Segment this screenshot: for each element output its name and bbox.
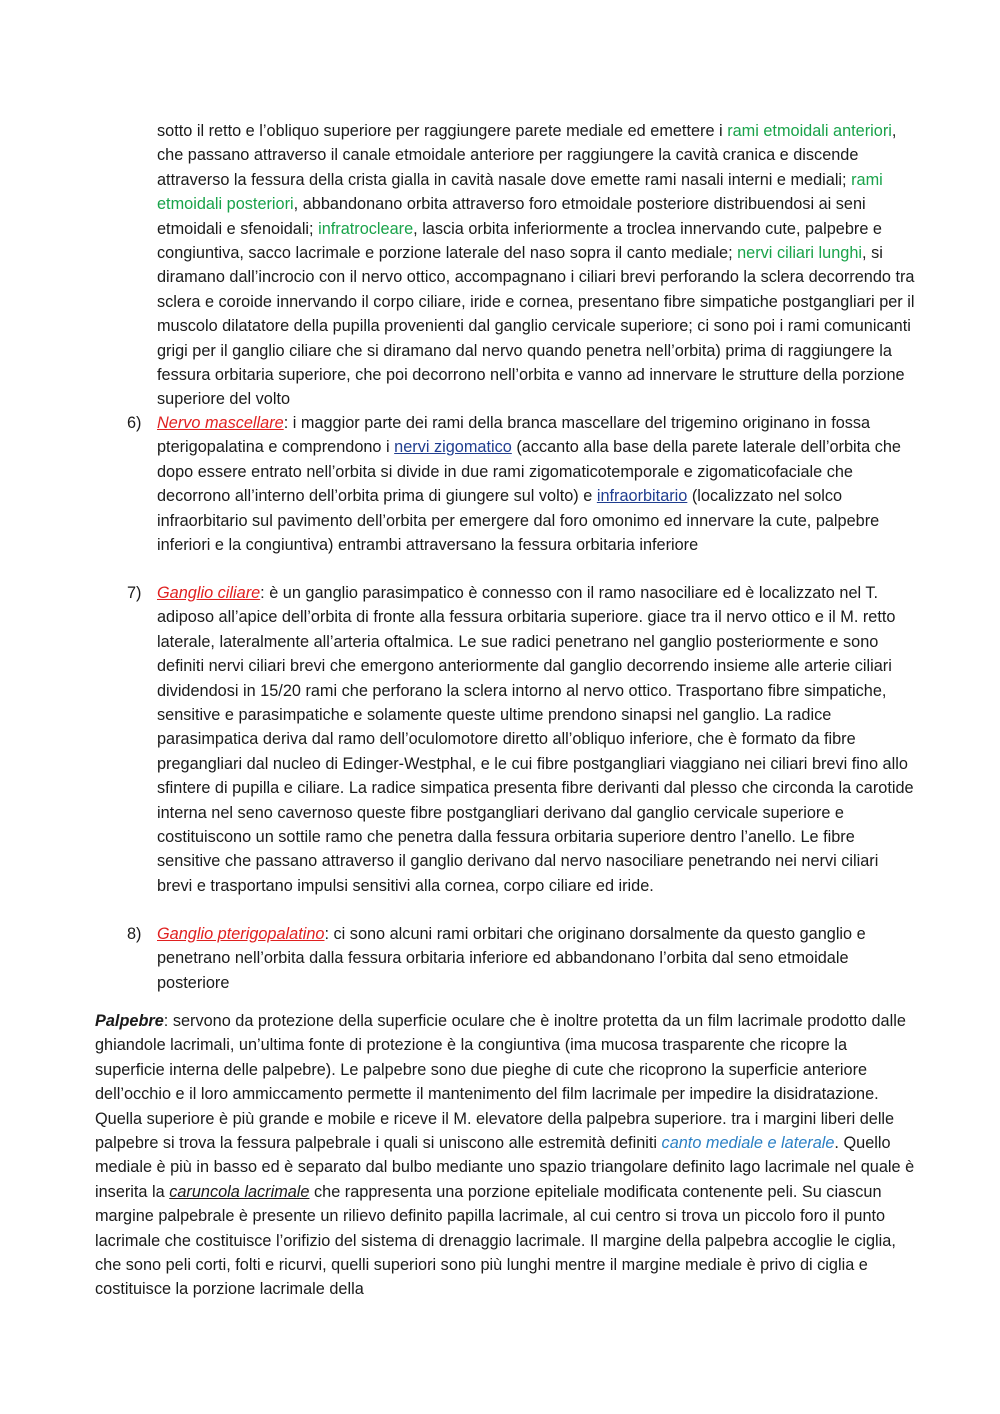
term-infratrocleare: infratrocleare [318,219,414,238]
term-rami-etmoidali-anteriori: rami etmoidali anteriori [727,122,892,140]
heading-ganglio-ciliare: Ganglio ciliare [157,584,261,602]
text-run: , abbandonano orbita attraverso foro etmoidale posteriore distribuendosi ai seni etmoidali e sfenoidali; [157,195,866,238]
list-item-8 [127,922,917,995]
text-run: , lascia orbita inferiormente a troclea innervando cute, palpebre e congiuntiva, sacco lacrimale e porzione laterale del naso sopra il canto mediale; [157,219,882,263]
link-infraorbitario[interactable]: infraorbitario [596,487,688,506]
list-number: 7) [127,584,142,602]
heading-nervo-mascellare: Nervo mascellare [157,414,284,432]
text-run: : i maggior parte dei rami della branca mascellare del trigemino originano in fossa pterigopalatina e comprendono i [157,414,871,457]
palpebre-paragraph [95,1009,915,1302]
list-item-text [157,411,917,557]
heading-palpebre: Palpebre [95,1012,164,1030]
text-run: . Quello mediale è più in basso ed è separato dal bulbo mediante uno spazio triangolare definito lago lacrimale nel quale è inserita la [95,1134,915,1201]
text-run: (localizzato nel solco infraorbitario sul pavimento dell’orbita per emergere dal foro omonimo ed innervare la cute, palpebre inferiori e la congiuntiva) entrambi attraversano la fessura orbitaria inferiore [157,487,880,555]
text-run: , che passano attraverso il canale etmoidale anteriore per raggiungere la cavità cranica e discende attraverso la fessura della crista gialla in cavità nasale dove emette rami nasali interni e mediali; [157,122,897,189]
text-run: che rappresenta una porzione epiteliale modificata contenente peli. Su ciascun margine palpebrale è presente un rilievo definito papilla lacrimale, al cui centro si trova un piccolo foro il punto lacrimale che costituisce l’orifizio del sistema di drenaggio lacrimale. Il margine della palpebra accoglie le ciglia, che sono peli corti, folti e ricurvi, quelli superiori sono più lunghi mentre il margine mediale è privo di ciglia e costituisce la porzione lacrimale della [95,1182,896,1299]
list-number: 6) [127,414,142,432]
link-nervi-zigomatico[interactable]: nervi zigomatico [394,438,512,457]
term-rami-etmoidali-posteriori: rami etmoidali posteriori [157,170,883,214]
list-item-6 [127,411,917,557]
text-run: , si diramano dall’incrocio con il nervo ottico, accompagnano i ciliari brevi perforando la sclera decorrendo tra sclera e coroide innervando il corpo ciliare, iride e cornea, presentano fibre simpatiche postgangliari per il muscolo dilatatore della pupilla provenienti dal ganglio cervicale superiore; ci sono poi i rami comunicanti grigi per il ganglio ciliare che si diramano dal nervo quando penetra nell’orbita) prima di raggiungere la fessura orbitaria superiore, che poi decorrono nell’orbita e vanno ad innervare le strutture della porzione superiore del volto [157,244,915,409]
text-run: sotto il retto e l’obliquo superiore per raggiungere parete mediale ed emettere i [157,122,728,140]
list-item-7 [127,581,917,898]
list-number: 8) [127,925,142,943]
text-run: : è un ganglio parasimpatico è connesso con il ramo nasociliare ed è localizzato nel T. adiposo all’apice dell’orbita di fronte alla fessura orbitaria superiore. giace tra il nervo ottico e il M. retto laterale, lateralmente all’arteria oftalmica. Le sue radici penetrano nel ganglio posteriormente e sono definiti nervi ciliari brevi che emergono anteriormente dal ganglio decorrendo insieme alle arterie ciliari dividendosi in 15/20 rami che perforano la sclera intorno al nervo ottico. Trasportano fibre simpatiche, sensitive e parasimpatiche e solamente queste ultime prendono sinapsi nel ganglio. La radice parasimpatica deriva dal ramo dell’oculomotore diretto all’obliquo inferiore, che è formato da fibre pregangliari dal nucleo di Edinger-Westphal, e le cui fibre postgangliari viaggiano nei ciliari brevi fino allo sfintere di pupilla e ciliare. La radice simpatica presenta fibre derivanti dal plesso che circonda la carotide interna nel seno cavernoso queste fibre postgangliari derivano dal ganglio cervicale superiore e costituiscono un sottile ramo che penetra dalla fessura orbitaria superiore dentro l’anello. Le fibre sensitive che passano attraverso il ganglio derivano dal nervo nasociliare penetrando nei nervi ciliari brevi e trasportano impulsi sensitivi alla cornea, corpo ciliare ed iride. [157,584,914,895]
term-nervi-ciliari-lunghi: nervi ciliari lunghi [737,244,863,263]
list-item-text [157,581,917,898]
term-canto-mediale-laterale: canto mediale e laterale [661,1134,835,1153]
continuation-paragraph [157,119,917,412]
text-run: (accanto alla base della parete laterale dell’orbita che dopo essere entrato nell’orbita si divide in due rami zigomaticotemporale e zigomaticofaciale che decorrono all’interno dell’orbita prima di giungere sul volto) e [157,438,901,506]
heading-ganglio-pterigopalatino: Ganglio pterigopalatino [157,925,325,943]
term-caruncola-lacrimale: caruncola lacrimale [169,1182,310,1201]
list-item-text [157,922,917,995]
text-run: : ci sono alcuni rami orbitari che originano dorsalmente da questo ganglio e penetrano nell’orbita dalla fessura orbitaria inferiore ed abbandonano l’orbita dal seno etmoidale posteriore [157,925,866,992]
text-run: : servono da protezione della superficie oculare che è inoltre protetta da un film lacrimale prodotto dalle ghiandole lacrimali, un’ultima fonte di protezione è la congiuntiva (ima mucosa trasparente che ricopre la superficie interna delle palpebre). Le palpebre sono due pieghe di cute che ricoprono la superficie anteriore dell’occhio e il loro ammiccamento permette il mantenimento del film lacrimale per impedire la disidratazione. Quella superiore è più grande e mobile e riceve il M. elevatore della palpebra superiore. tra i margini liberi delle palpebre si trova la fessura palpebrale i quali si uniscono alle estremità definiti [95,1012,906,1153]
